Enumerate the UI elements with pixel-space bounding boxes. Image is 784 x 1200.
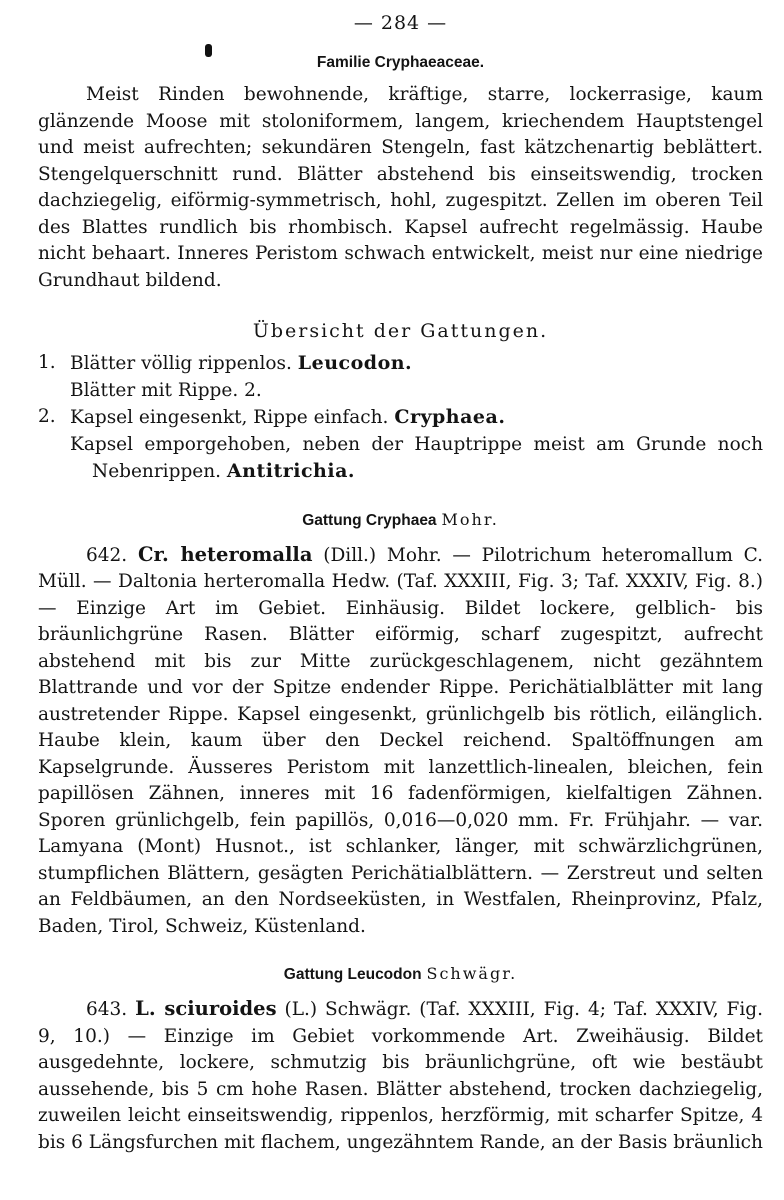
key-text: Blätter mit Rippe. 2. xyxy=(70,379,262,401)
intro-paragraph: Meist Rinden bewohnende, kräftige, starre, lockerrasige, kaum glänzende Moose mit stoloniformem, langem, kriechendem Hauptstengel und meist aufrechten; sekundären Stengeln, fast kätzchenartig beblättert. Stengelquerschnitt rund. Blätter abstehend bis einseitswendig, trocken dachziegelig, eiförmig-symmetrisch, hohl, zugespitzt. Zellen im oberen Teil des Blattes rundlich bis rhombisch. Kapsel aufrecht regelmässig. Haube nicht behaart. Inneres Peristom schwach entwickelt, meist nur eine niedrige Grundhaut bildend. xyxy=(38,84,763,291)
key-text: Nebenrippen. xyxy=(92,461,222,482)
genus-author: Schwägr. xyxy=(426,964,518,983)
key-text: Kapsel emporgehoben, neben der Hauptrippe meist am Grunde noch xyxy=(70,433,763,455)
species-description: (Dill.) Mohr. — Pilotrichum heteromallum C. Müll. — Daltonia herteromalla Hedw. (Taf. XXXIII, Fig. 3; Taf. XXXIV, Fig. 8.) — Einzige Art im Gebiet. Einhäusig. Bildet lockere, gelblich- bis bräunlichgrüne Rasen. Blätter eiförmig, scharf zugespitzt, aufrecht abstehend mit bis zur Mitte zurückgeschlagenem, nicht gezähntem Blattrande und vor der Spitze endender Rippe. Perichätialblätter mit lang austretender Rippe. Kapsel eingesenkt, grünlichgelb bis rötlich, eilänglich. Haube klein, kaum über den Deckel reichend. Spaltöffnungen am Kapselgrunde. Äusseres Peristom mit lanzettlich-linealen, bleichen, fein papillösen Zähnen, inneres mit 16 fadenförmigen, kielfaltigen Zähnen. Sporen grünlichgelb, fein papillös, 0,016—0,020 mm. Fr. Frühjahr. — var. Lamyana (Mont) Husnot., ist schlanker, länger, mit schwärzlichgrünen, stumpflichen Blättern, gesägten Perichätialblättern. — Zerstreut und selten an Feldbäumen, an den Nordseeküsten, in Westfalen, Rheinprovinz, Pfalz, Baden, Tirol, Schweiz, Küstenland. xyxy=(38,544,764,937)
species-number: 642. xyxy=(86,544,128,566)
genus-heading-leucodon xyxy=(38,964,763,984)
key-number: 2. xyxy=(38,406,56,427)
genus-heading-cryphaea xyxy=(38,510,763,530)
key-number: 1. xyxy=(38,352,56,373)
genus-author: Mohr. xyxy=(441,509,499,529)
key-heading: Übersicht der Gattungen. xyxy=(252,320,549,342)
genus-key xyxy=(38,350,763,486)
page-number: — 284 — xyxy=(353,12,448,34)
key-item-2 xyxy=(38,404,763,432)
species-number: 643. xyxy=(86,999,128,1020)
family-heading: Familie Cryphaeaceae. xyxy=(316,54,485,71)
key-item-1 xyxy=(38,350,763,378)
key-text: Blätter völlig rippenlos. xyxy=(70,353,292,374)
key-text: Kapsel eingesenkt, Rippe einfach. xyxy=(70,407,389,428)
key-item-2b xyxy=(38,432,763,459)
genus-label: Gattung Cryphaea xyxy=(302,511,437,529)
key-genus-antitrichia: Antitrichia. xyxy=(226,460,356,482)
genus-label: Gattung Leucodon xyxy=(283,966,422,983)
species-entry-642 xyxy=(38,542,763,941)
key-genus-leucodon: Leucodon. xyxy=(297,352,413,374)
species-name: L. sciuroides xyxy=(135,997,277,1020)
key-genus-cryphaea: Cryphaea. xyxy=(394,406,506,428)
key-item-2b-cont xyxy=(38,458,763,486)
document-page xyxy=(38,12,763,1156)
species-entry-643 xyxy=(38,996,763,1156)
key-item-1b xyxy=(38,378,763,405)
species-name: Cr. heteromalla xyxy=(137,542,313,566)
species-description: (L.) Schwägr. (Taf. XXXIII, Fig. 4; Taf. XXXIV, Fig. 9, 10.) — Einzige im Gebiet vorkommende Art. Zweihäusig. Bildet ausgedehnte, lockere, schmutzig bis bräunlichgrüne, oft wie bestäubt aussehende, bis 5 cm hohe Rasen. Blätter abstehend, trocken dachziegelig, zuweilen leicht einseitswendig, rippenlos, herzförmig, mit scharfer Spitze, 4 bis 6 Längsfurchen mit flachem, ungezähntem Rande, an der Basis bräunlich xyxy=(38,999,763,1153)
